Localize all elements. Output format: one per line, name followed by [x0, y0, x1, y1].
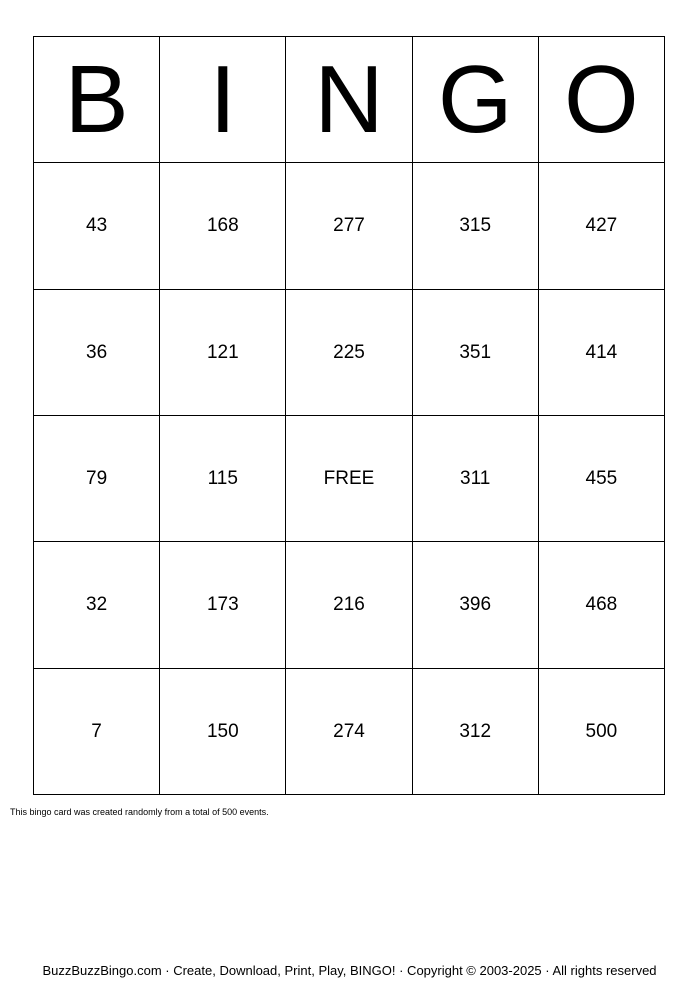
bingo-cell: 312 — [413, 669, 539, 795]
bingo-cell: 455 — [539, 416, 665, 542]
bingo-cell: 427 — [539, 163, 665, 289]
bingo-cell: 225 — [286, 290, 412, 416]
bingo-cell: 43 — [34, 163, 160, 289]
bingo-cell: 173 — [160, 542, 286, 668]
bingo-cell: 396 — [413, 542, 539, 668]
bingo-cell: 168 — [160, 163, 286, 289]
page-footer: BuzzBuzzBingo.com · Create, Download, Print, Play, BINGO! · Copyright © 2003-2025 · All rights reserved — [42, 963, 657, 978]
header-letter-n: N — [286, 37, 412, 163]
bingo-cell: 414 — [539, 290, 665, 416]
bingo-cell: 311 — [413, 416, 539, 542]
bingo-cell: 500 — [539, 669, 665, 795]
free-space-cell: FREE — [286, 416, 412, 542]
bingo-cell: 277 — [286, 163, 412, 289]
header-letter-g: G — [413, 37, 539, 163]
bingo-cell: 351 — [413, 290, 539, 416]
bingo-cell: 274 — [286, 669, 412, 795]
bingo-cell: 121 — [160, 290, 286, 416]
card-caption: This bingo card was created randomly from a total of 500 events. — [10, 807, 269, 817]
bingo-card — [33, 36, 665, 795]
header-letter-b: B — [34, 37, 160, 163]
bingo-cell: 216 — [286, 542, 412, 668]
bingo-cell: 32 — [34, 542, 160, 668]
bingo-cell: 79 — [34, 416, 160, 542]
header-letter-o: O — [539, 37, 665, 163]
bingo-cell: 115 — [160, 416, 286, 542]
bingo-cell: 315 — [413, 163, 539, 289]
bingo-cell: 468 — [539, 542, 665, 668]
bingo-cell: 7 — [34, 669, 160, 795]
bingo-cell: 150 — [160, 669, 286, 795]
bingo-cell: 36 — [34, 290, 160, 416]
header-letter-i: I — [160, 37, 286, 163]
